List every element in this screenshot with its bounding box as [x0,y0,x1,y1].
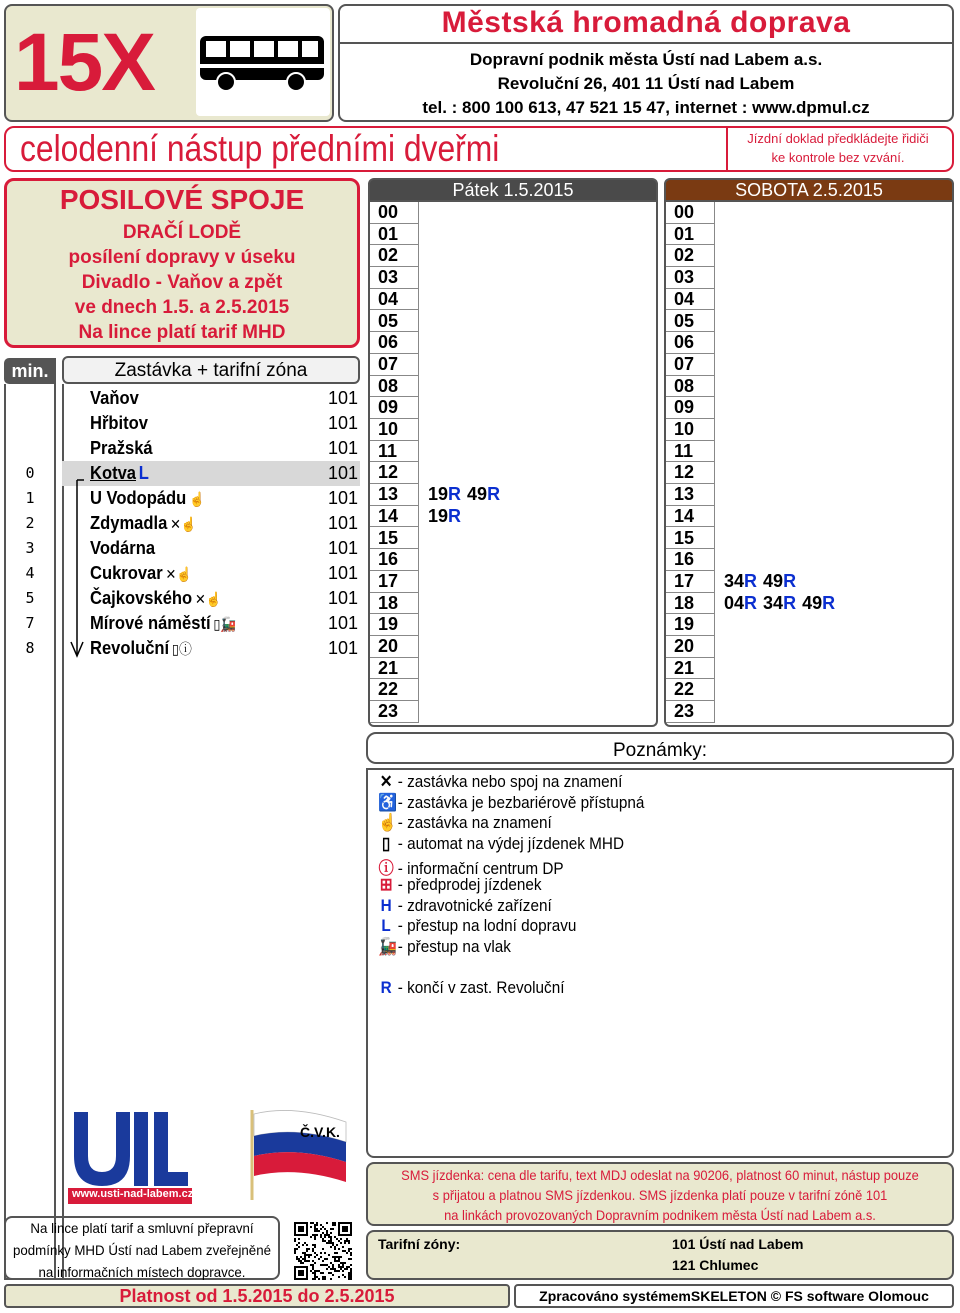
hour-cell: 07 [666,354,714,376]
hour-cell: 11 [666,441,714,463]
departure-minute[interactable] [763,571,796,591]
stop-symbols-icon: ✕☝ [165,566,193,582]
stop-name-text: Kotva [90,463,137,483]
hour-cell: 13 [370,484,418,506]
stop-name [90,461,149,486]
note-text: - přestup na lodní dopravu [397,916,577,936]
hour-cell: 01 [370,224,418,246]
departure-minute[interactable] [428,506,461,526]
hour-cell: 20 [370,636,418,658]
stop-name-text: Mírové náměstí [90,613,211,633]
stop-minutes: 2 [25,514,35,532]
stop-zone: 101 [327,488,358,508]
stop-row[interactable] [62,536,360,561]
note-text: - předprodej jízdenek [397,875,542,894]
note-item [378,937,511,957]
hour-cell: 05 [370,311,418,333]
note-r [378,978,564,998]
stop-symbols-icon: ✕☝ [170,516,197,532]
hour-cell: 23 [666,701,714,723]
stop-name-text: Čajkovského [90,588,193,608]
extra-service-title: POSILOVÉ SPOJE [59,184,305,215]
note-text: - zastávka je bezbariérově přístupná [397,792,645,812]
stop-name-text: Vodárna [90,538,156,558]
minutes-header: min. [4,358,56,384]
hour-cell: 06 [666,332,714,354]
stop-name [90,561,192,587]
stop-minutes [4,411,56,436]
departure-minute[interactable] [467,484,500,504]
stop-name-text: Vaňov [90,388,139,408]
stop-zone: 101 [327,513,358,533]
sms-line: na linkách provozovaných Dopravním podnikem města Ústí nad Labem a.s. [444,1207,876,1223]
stop-row[interactable] [62,386,360,411]
stop-name [90,386,139,411]
r-symbol: R [380,978,392,997]
departure-minute[interactable] [802,593,835,613]
departure-minute-value: 19 [428,484,449,505]
stop-minutes [4,386,56,411]
departure-note-mark: R [744,592,758,613]
stop-name-text: Pražská [90,438,153,458]
route-arrow [68,476,88,665]
hour-cell: 21 [370,658,418,680]
hour-column-divider [418,202,419,723]
hour-cell: 14 [370,506,418,528]
note-item [378,793,644,813]
extra-service-line: Divadlo - Vaňov a zpět [81,272,283,293]
stop-row[interactable] [62,486,360,511]
header-divider [340,42,952,44]
stop-minutes: 0 [25,464,35,482]
departure-list [724,571,802,593]
departure-minute-value: 34 [724,570,745,591]
stop-row[interactable] [62,436,360,461]
hour-cell: 15 [666,528,714,550]
hour-cell: 15 [370,528,418,550]
company-name: Dopravní podnik města Ústí nad Labem a.s. [469,50,823,69]
hour-cell: 04 [666,289,714,311]
note-item [378,916,576,936]
cvk-flag-logo [244,1106,354,1202]
timetable-day-header: SOBOTA 2.5.2015 [664,178,954,202]
sms-line: SMS jízdenka: cena dle tarifu, text MDJ odeslat na 90206, platnost 60 minut, nástup pouze [401,1167,919,1183]
departure-minute[interactable] [763,593,796,613]
departure-minute-value: 34 [763,592,784,613]
banner-note-line1: Jízdní doklad předkládejte řidiči [747,131,929,146]
hour-cell: 21 [666,658,714,680]
note-item [378,875,542,895]
sms-line: s přijatou a platnou SMS jízdenkou. SMS jízdenka platí pouze v tarifní zóně 101 [432,1187,888,1203]
tariff-note-line: Na lince platí tarif a smluvní přepravní [30,1220,254,1236]
tariff-note-line: podmínky MHD Ústí nad Labem zveřejněné [12,1242,271,1258]
note-symbol-icon: ▯ [381,833,391,853]
hour-cell: 18 [666,593,714,615]
note-text: - automat na výdej jízdenek MHD [397,833,625,853]
stop-zone: 101 [327,613,358,633]
banner-divider [726,128,728,170]
stop-zone: 101 [327,463,358,483]
stop-minutes: 8 [25,639,35,657]
hour-cell: 19 [666,614,714,636]
hour-cell: 01 [666,224,714,246]
stop-minutes: 5 [25,589,35,607]
departure-list [428,484,506,506]
hour-cell: 22 [370,679,418,701]
tariff-zone-item: 101 Ústí nad Labem [672,1236,804,1252]
stop-symbols-icon: ▯🚂 [213,616,237,632]
departure-note-mark: R [487,484,501,505]
bus-icon [196,8,330,116]
hour-cell: 18 [370,593,418,615]
hour-cell: 02 [666,245,714,267]
hour-cell: 10 [666,419,714,441]
departure-note-mark: R [448,484,462,505]
hour-cell: 04 [370,289,418,311]
hour-cell: 23 [370,701,418,723]
stop-name [90,586,222,612]
note-symbol-icon: ⊞ [379,875,393,894]
departure-minute[interactable] [724,593,757,613]
note-item [378,813,552,833]
departure-minute-value: 19 [428,505,449,526]
note-text: - zastávka nebo spoj na znamení [397,772,623,791]
departure-minute-value: 04 [724,592,745,613]
note-text: - zastávka na znamení [397,813,552,833]
hour-cell: 08 [370,376,418,398]
note-r-text: - končí v zast. Revoluční [397,978,565,997]
boarding-banner-text: celodenní nástup předními dveřmi [20,128,500,169]
departure-minute-value: 49 [763,570,784,591]
extra-service-line: ve dnech 1.5. a 2.5.2015 [74,297,290,318]
stop-zone: 101 [327,438,358,458]
note-item [378,834,624,854]
stop-row[interactable] [62,461,360,486]
stop-symbols-icon: L [138,463,149,483]
note-text: - přestup na vlak [397,936,511,956]
departure-note-mark: R [783,570,797,591]
stop-symbols-icon: ☝ [189,491,206,507]
stop-minutes: 7 [25,614,35,632]
note-symbol-icon: ✕ [379,772,393,791]
stop-name-text: Hřbitov [90,413,148,433]
stop-zone: 101 [327,563,358,583]
note-symbol-icon: ⓘ [378,859,394,879]
note-item [378,896,552,916]
hour-cell: 10 [370,419,418,441]
stop-name [90,611,236,637]
hour-cell: 03 [666,267,714,289]
hour-cell: 09 [666,397,714,419]
note-symbol-icon: ☝ [378,813,398,833]
stop-name [90,411,148,436]
departure-minute[interactable] [428,484,461,504]
stop-symbols-icon: ▯ⓘ [171,641,192,657]
stop-row[interactable] [62,586,360,611]
hour-cell: 06 [370,332,418,354]
stop-minutes [4,436,56,461]
extra-service-line: DRAČÍ LODĚ [122,222,242,243]
stop-minutes: 3 [25,539,35,557]
note-symbol-icon: L [381,916,391,936]
hour-cell: 12 [370,462,418,484]
stop-name-text: U Vodopádu [90,488,187,508]
tariff-zone-item: 121 Chlumec [672,1257,759,1273]
stop-name [90,486,205,512]
hour-cell: 12 [666,462,714,484]
departure-list [428,506,467,528]
hour-cell: 16 [370,549,418,571]
timetable-day-header: Pátek 1.5.2015 [368,178,658,202]
hour-cell: 08 [666,376,714,398]
tariff-zones-label: Tarifní zóny: [378,1236,461,1252]
stop-name-text: Cukrovar [90,563,163,583]
hour-cell: 07 [370,354,418,376]
validity-text: Platnost od 1.5.2015 do 2.5.2015 [119,1286,395,1306]
banner-note-line2: ke kontrole bez vzvání. [771,150,905,165]
note-item [378,772,622,792]
stop-row[interactable] [62,636,360,661]
stop-minutes: 4 [25,564,35,582]
hour-cell: 17 [370,571,418,593]
departure-minute[interactable] [724,571,757,591]
hour-cell: 19 [370,614,418,636]
hour-cell: 11 [370,441,418,463]
city-logo-url: www.usti-nad-labem.cz [72,1188,194,1200]
stop-zone: 101 [327,538,358,558]
hour-cell: 00 [370,202,418,224]
hour-cell: 20 [666,636,714,658]
stop-row[interactable] [62,611,360,636]
cvk-text: Č.V.K. [300,1124,340,1140]
stops-header: Zastávka + tarifní zóna [62,356,360,384]
departure-note-mark: R [448,505,462,526]
stop-name-text: Zdymadla [90,513,168,533]
page-title: Městská hromadná doprava [441,6,851,39]
stop-row[interactable] [62,561,360,586]
hour-cell: 03 [370,267,418,289]
departure-list [724,593,841,615]
credits-text: Zpracováno systémemSKELETON © FS software Olomouc [539,1288,929,1304]
stop-zone: 101 [327,588,358,608]
stop-symbols-icon: ✕☝ [194,591,222,607]
hour-cell: 09 [370,397,418,419]
extra-service-line: posílení dopravy v úseku [68,247,296,268]
company-contact: tel. : 800 100 613, 47 521 15 47, internet : www.dpmul.cz [422,98,870,117]
stop-name-text: Revoluční [90,638,170,658]
tariff-note-line: na informačních místech dopravce. [38,1264,246,1280]
stop-name [90,511,197,537]
stop-zone: 101 [327,388,358,408]
note-symbol-icon: 🚂 [378,936,398,956]
hour-cell: 17 [666,571,714,593]
departure-note-mark: R [822,592,836,613]
extra-service-line: Na lince platí tarif MHD [78,322,286,343]
stop-row[interactable] [62,411,360,436]
hour-cell: 02 [370,245,418,267]
departure-minute-value: 49 [802,592,823,613]
stop-name [90,536,155,561]
stop-zone: 101 [327,638,358,658]
company-address: Revoluční 26, 401 11 Ústí nad Labem [497,74,795,93]
note-text: - informační centrum DP [397,859,564,879]
hour-cell: 22 [666,679,714,701]
departure-note-mark: R [783,592,797,613]
stop-minutes: 1 [25,489,35,507]
hour-cell: 16 [666,549,714,571]
departure-minute-value: 49 [467,484,488,505]
stop-zone: 101 [327,413,358,433]
note-text: - zdravotnické zařízení [397,895,552,915]
hour-cell: 00 [666,202,714,224]
hour-cell: 13 [666,484,714,506]
note-symbol-icon: H [380,895,392,915]
note-symbol-icon: ♿ [378,792,398,812]
departure-note-mark: R [744,570,758,591]
stop-row[interactable] [62,511,360,536]
line-number: 15X [14,17,154,108]
stop-name [90,436,153,461]
notes-header: Poznámky: [366,732,954,764]
hour-column-divider [714,202,715,723]
hour-cell: 05 [666,311,714,333]
qr-code [294,1222,352,1280]
hour-cell: 14 [666,506,714,528]
stop-name [90,636,192,662]
